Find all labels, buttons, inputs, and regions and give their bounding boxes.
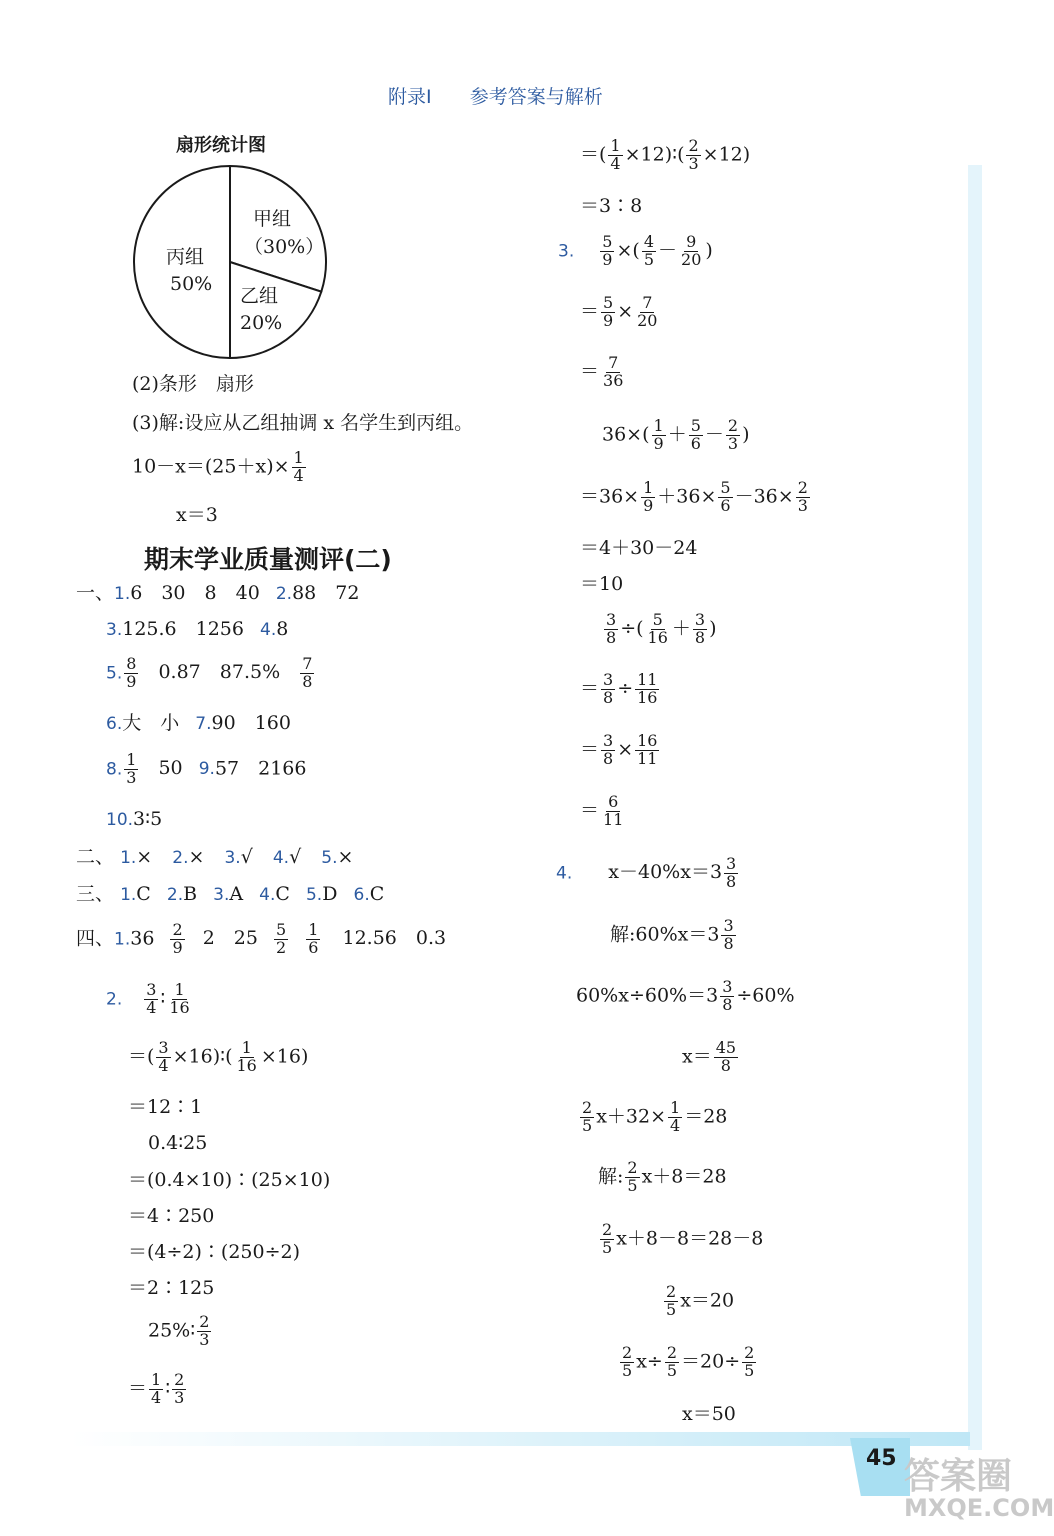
q3b-expr: 36×( $\frac{1}{9}$ ＋ $\frac{5}{6}$ － $\frac{2}{3}$ ) [602, 416, 750, 453]
row-part2: 二、 1.× 2.× 3.√ 4.√ 5.× [76, 846, 354, 868]
q3-step2: ＝ $\frac{7}{36}$ [580, 353, 624, 390]
pie-label-bing: 丙组 [166, 246, 205, 268]
q3c-step2: ＝ $\frac{3}{8}$ × $\frac{16}{11}$ [580, 731, 658, 768]
q2-line4: 0.4∶25 [148, 1132, 208, 1154]
row-part1-e: 8. $\frac{1}{3}$ 50 9.57 2166 [106, 750, 307, 787]
header-appendix: 附录Ⅰ [388, 86, 432, 108]
row-part4: 四、1.36 $\frac{2}{9}$ 2 25 $\frac{5}{2}$ $\frac{1}{6}$ 12.56 0.3 [76, 920, 447, 957]
q4-eq2-step3: $\frac{2}{5}$ x＝20 [666, 1282, 735, 1319]
r-line2: ＝3∶8 [580, 195, 643, 217]
row-part1-d: 6.大 小 7.90 160 [106, 712, 291, 734]
page-edge-strip [968, 165, 982, 1450]
q4-eq2: $\frac{2}{5}$ x＋32× $\frac{1}{4}$ ＝28 [582, 1098, 728, 1135]
q2-line9: 25%∶ $\frac{2}{3}$ [148, 1312, 210, 1349]
header-title: 参考答案与解析 [469, 86, 603, 108]
q3b-step2: ＝4＋30－24 [580, 537, 698, 559]
q4-eq2-step1: 解: $\frac{2}{5}$ x＋8＝28 [598, 1158, 727, 1195]
r-line1: ＝( $\frac{1}{4}$ ×12)∶( $\frac{2}{3}$ ×12) [580, 136, 751, 173]
q4-eq2-step4: $\frac{2}{5}$ x÷ $\frac{2}{5}$ ＝20÷ $\frac{2}{5}$ [622, 1343, 755, 1380]
q2-line5: ＝(0.4×10)∶(25×10) [128, 1169, 331, 1191]
footer-bar [70, 1432, 970, 1446]
q4-eq2-result: x＝50 [682, 1403, 736, 1425]
q2-ratio: 2. $\frac{3}{4}$ ∶ $\frac{1}{16}$ [106, 980, 190, 1017]
pie-value-bing: 50% [170, 273, 213, 295]
q2-line10: ＝ $\frac{1}{4}$ ∶ $\frac{2}{3}$ [128, 1370, 185, 1407]
row-part3: 三、 1.C 2.B 3.A 4.C 5.D 6.C [76, 883, 385, 905]
pie-value-yi: 20% [240, 312, 283, 334]
pie-value-jia: （30%） [244, 236, 325, 258]
q4-eq2-step2: $\frac{2}{5}$ x＋8－8＝28－8 [602, 1220, 764, 1257]
q3c-expr: $\frac{3}{8}$ ÷( $\frac{5}{16}$ ＋ $\frac{3}{8}$ ) [606, 610, 717, 647]
watermark-logo: 答案圈 [904, 1456, 1013, 1497]
pie-label-jia: 甲组 [253, 208, 292, 230]
pie-caption: 扇形统计图 [176, 135, 266, 156]
row-part1-f: 10.3∶5 [106, 808, 163, 830]
q2-line7: ＝(4÷2)∶(250÷2) [128, 1241, 301, 1263]
answer-3-setup: (3)解:设应从乙组抽调 x 名学生到丙组。 [132, 412, 474, 434]
q3-step1: ＝ $\frac{5}{9}$ × $\frac{7}{20}$ [580, 293, 658, 330]
q3b-step3: ＝10 [580, 573, 624, 595]
q4-eq1-step2: 60%x÷60%＝3 $\frac{3}{8}$ ÷60% [576, 977, 795, 1014]
section-title: 期末学业质量测评(二) [144, 545, 392, 574]
pie-chart [130, 162, 330, 362]
q3c-step1: ＝ $\frac{3}{8}$ ÷ $\frac{11}{16}$ [580, 670, 658, 707]
q2-line6: ＝4∶250 [128, 1205, 215, 1227]
row-part1-c: 5. $\frac{8}{9}$ 0.87 87.5% $\frac{7}{8}$ [106, 654, 313, 691]
page-number: 45 [866, 1446, 897, 1471]
q2-line8: ＝2∶125 [128, 1277, 215, 1299]
answer-2: (2)条形 扇形 [132, 373, 254, 395]
q3b-step1: ＝36× $\frac{1}{9}$ ＋36× $\frac{5}{6}$ －36× $\frac{2}{3}$ [580, 478, 808, 515]
equation-solution: x＝3 [176, 504, 218, 526]
q4-eq1-result: x＝ $\frac{45}{8}$ [682, 1038, 737, 1075]
watermark-url: MXQE.COM [904, 1494, 1054, 1522]
q3c-step3: ＝ $\frac{6}{11}$ [580, 792, 624, 829]
q4-eq1: 4. x－40%x＝3 $\frac{3}{8}$ [556, 854, 737, 891]
q2-line2: ＝( $\frac{3}{4}$ ×16)∶( $\frac{1}{16}$ ×16) [128, 1038, 309, 1075]
row-part1-a: 一、1.6 30 8 40 2.88 72 [76, 582, 360, 604]
q2-line3: ＝12∶1 [128, 1096, 203, 1118]
pie-label-yi: 乙组 [240, 285, 279, 307]
equation-1: 10－x＝(25＋x)× $\frac{1}{4}$ [132, 448, 304, 485]
row-part1-b: 3.125.6 1256 4.8 [106, 618, 289, 640]
q4-eq1-step1: 解:60%x＝3 $\frac{3}{8}$ [610, 916, 734, 953]
q3-expr: 3. $\frac{5}{9}$ ×( $\frac{4}{5}$ － $\frac{9}{20}$ ) [558, 232, 713, 269]
running-header [388, 82, 603, 109]
